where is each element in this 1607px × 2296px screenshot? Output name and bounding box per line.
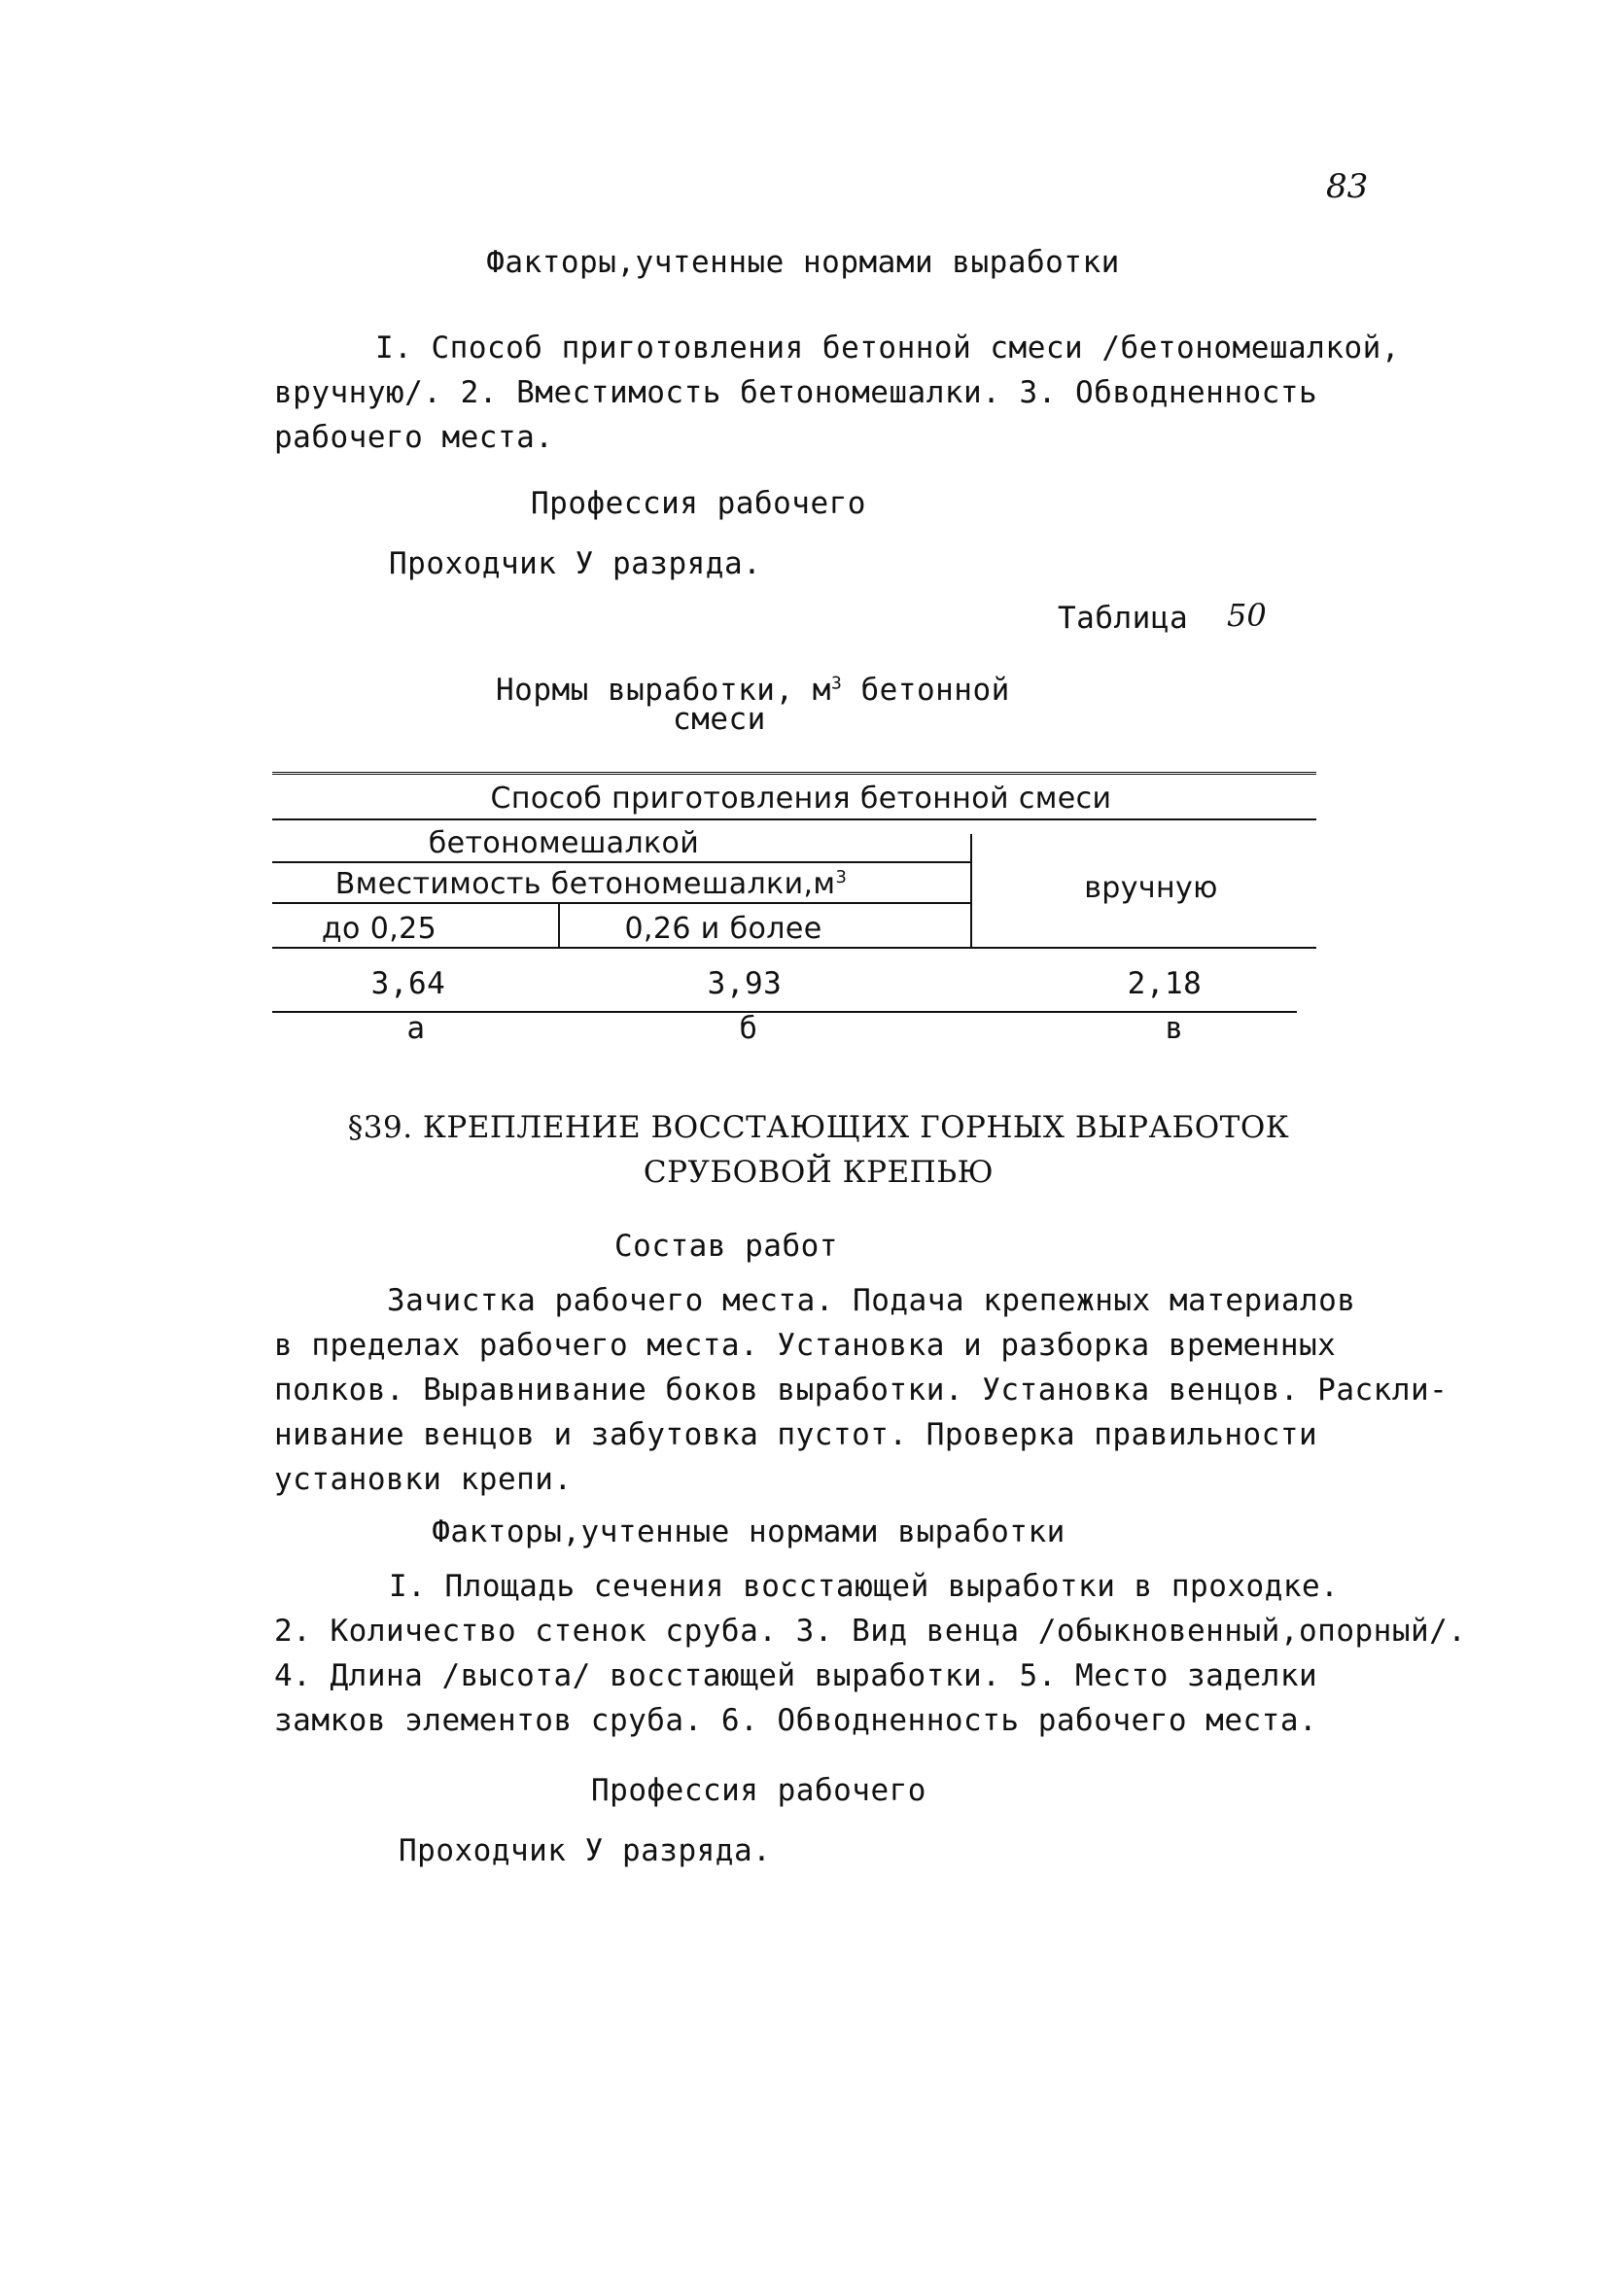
value-b: 3,93 (707, 966, 783, 1001)
rule-under-values (272, 1011, 1297, 1013)
composition-line-3: полков. Выравнивание боков выработки. Установка венцов. Раскли- (274, 1373, 1449, 1408)
composition-line-5: установки крепи. (274, 1462, 573, 1497)
col1-header: до 0,25 (321, 912, 437, 946)
rule-under-method (272, 818, 1316, 820)
factors2-line-1: I. Площадь сечения восстающей выработки в проходке. (389, 1569, 1340, 1604)
table-title-line-1: Нормы выработки, $м^3$ бетонной (496, 673, 1010, 708)
value-a: 3,64 (370, 966, 446, 1001)
section-heading-line-2: СРУБОВОЙ КРЕПЬЮ (643, 1155, 995, 1190)
composition-line-1: Зачистка рабочего места. Подача крепежных материалов (387, 1283, 1356, 1318)
table-number: 50 (1227, 597, 1267, 634)
header-capacity: Вместимость $бетономешалки,м^3$ (334, 867, 848, 901)
factors-line-1: I. Способ приготовления бетонной смеси /бетономешалкой, (375, 330, 1400, 365)
factors2-line-2: 2. Количество стенок сруба. 3. Вид венца /обыкновенный,опорный/. (274, 1614, 1467, 1649)
header-method: Способ приготовления бетонной смеси (490, 782, 1112, 816)
rule-under-mixer (272, 861, 970, 863)
factors2-line-3: 4. Длина /высота/ восстающей выработки. 5. Место заделки (274, 1658, 1318, 1693)
section-heading-line-1: §39. КРЕПЛЕНИЕ ВОССТАЮЩИХ ГОРНЫХ ВЫРАБОТОК (347, 1110, 1290, 1145)
letter-b: б (739, 1011, 758, 1046)
header-mixer: бетономешалкой (428, 826, 700, 860)
factors-line-2: вручную/. 2. Вместимость бетономешалки. 3. Обводненность (274, 375, 1318, 410)
profession-text: Проходчик У разряда. (389, 546, 762, 581)
factors-title-2: Факторы,учтенные нормами выработки (432, 1514, 1066, 1549)
profession-title: Профессия рабочего (531, 486, 866, 521)
composition-title: Состав работ (614, 1229, 838, 1264)
composition-line-4: нивание венцов и забутовка пустот. Проверка правильности (274, 1417, 1318, 1452)
col2-header: 0,26 и более (624, 912, 822, 946)
factors-line-3: рабочего места. (274, 420, 554, 455)
table-title-line-2: смеси (673, 702, 766, 737)
rule-under-capacity (272, 902, 970, 904)
letter-c: в (1165, 1011, 1184, 1046)
factors-title: Факторы,учтенные нормами выработки (486, 245, 1120, 280)
table-label: Таблица (1058, 601, 1189, 636)
col-divider-2 (970, 834, 972, 947)
page-number: 83 (1326, 167, 1369, 206)
letter-a: а (406, 1011, 426, 1046)
rule-under-headers (272, 947, 1316, 949)
header-manual: вручную (1084, 871, 1218, 905)
profession-title-2: Профессия рабочего (591, 1773, 926, 1808)
factors2-line-4: замков элементов сруба. 6. Обводненность рабочего места. (274, 1703, 1318, 1738)
col-divider-1 (558, 902, 560, 947)
value-c: 2,18 (1127, 966, 1203, 1001)
profession-text-2: Проходчик У разряда. (399, 1833, 772, 1868)
table-top-rule (272, 772, 1316, 778)
composition-line-2: в пределах рабочего места. Установка и разборка временных (274, 1328, 1337, 1363)
